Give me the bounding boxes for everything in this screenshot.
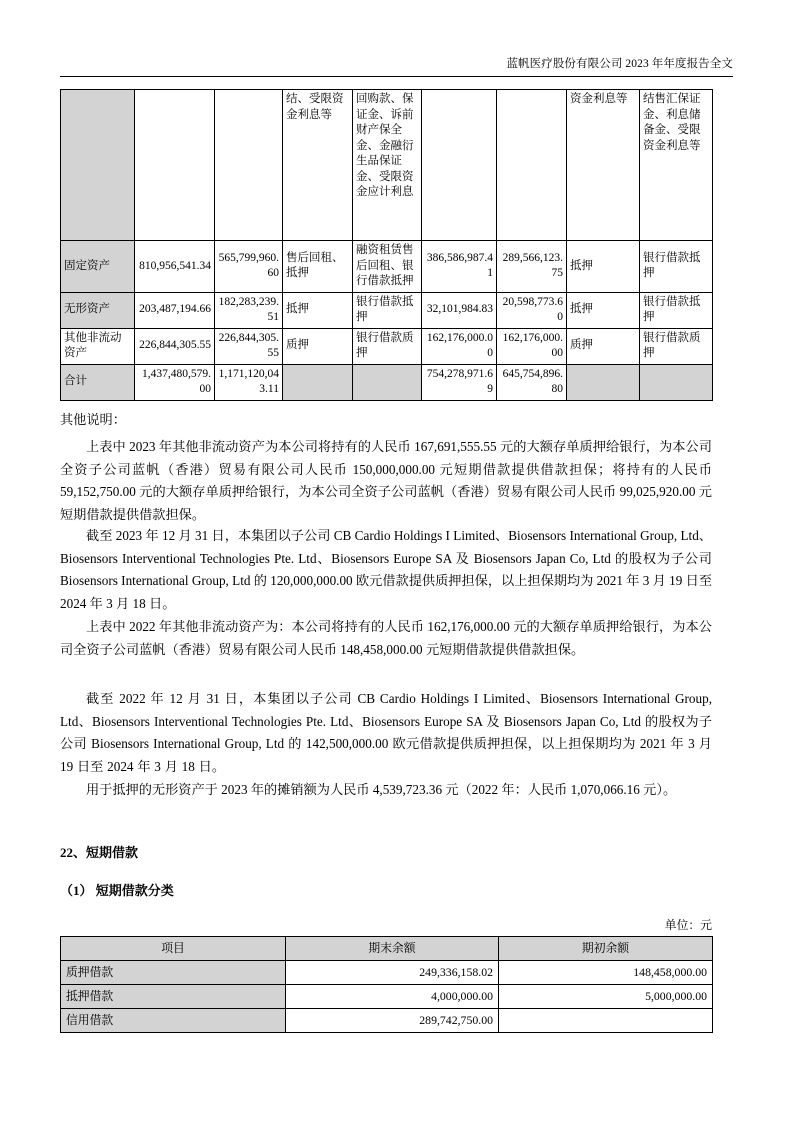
cell-text: 银行借款质押 xyxy=(353,328,422,364)
cell-empty xyxy=(353,364,422,400)
cell-value xyxy=(499,1009,713,1033)
header-cell-4: 结、受限资金利息等 xyxy=(283,90,353,241)
cell-value: 20,598,773.60 xyxy=(497,292,567,328)
cell-value: 645,754,896.80 xyxy=(497,364,567,400)
pledged-assets-table xyxy=(60,89,713,401)
note-paragraph-1: 上表中 2023 年其他非流动资产为本公司将持有的人民币 167,691,555.55 元的大额存单质押给银行，为本公司全资子公司蓝帆（香港）贸易有限公司人民币 150,000,000.00 元短期借款提供借款担保；将持有的人民币 59,152,750.00 元的大额存单质押给银行，为本公司全资子公司蓝帆（香港）贸易有限公司人民币 99,025,920.00 元短期借款提供借款担保。 xyxy=(60,439,712,522)
cell-value: 226,844,305.55 xyxy=(135,328,215,364)
row-label: 抵押借款 xyxy=(61,985,286,1009)
table-row xyxy=(61,1009,713,1033)
section-heading-22: 22、短期借款 xyxy=(60,845,139,860)
cell-text: 银行借款抵押 xyxy=(640,292,713,328)
header-divider xyxy=(60,76,733,77)
note-paragraph-3: 上表中 2022 年其他非流动资产为：本公司将持有的人民币 162,176,000.00 元的大额存单质押给银行，为本公司全资子公司蓝帆（香港）贸易有限公司人民币 148,458,000.00 元短期借款提供借款担保。 xyxy=(60,619,712,657)
row-label: 质押借款 xyxy=(61,961,286,985)
table-row xyxy=(61,328,713,364)
header-cell-6 xyxy=(422,90,497,241)
cell-value: 565,799,960.60 xyxy=(215,241,283,293)
header-cell-5: 回购款、保证金、诉前财产保全金、金融衍生品保证金、受限资金应计利息 xyxy=(353,90,422,241)
table-header-row xyxy=(61,937,713,961)
other-notes-label: 其他说明： xyxy=(60,412,126,427)
cell-value: 1,437,480,579.00 xyxy=(135,364,215,400)
note-paragraph-5: 用于抵押的无形资产于 2023 年的摊销额为人民币 4,539,723.36 元（2022 年：人民币 1,070,066.16 元）。 xyxy=(86,782,677,797)
table-header-row xyxy=(61,90,713,241)
cell-value: 1,171,120,043.11 xyxy=(215,364,283,400)
cell-empty xyxy=(283,364,353,400)
cell-text: 质押 xyxy=(283,328,353,364)
header-cell-item xyxy=(61,90,135,241)
subsection-heading-1: （1） 短期借款分类 xyxy=(60,883,174,898)
cell-value: 182,283,239.51 xyxy=(215,292,283,328)
row-label: 信用借款 xyxy=(61,1009,286,1033)
header-cell-3 xyxy=(215,90,283,241)
cell-empty xyxy=(567,364,640,400)
cell-text: 抵押 xyxy=(567,292,640,328)
cell-text: 售后回租、抵押 xyxy=(283,241,353,293)
cell-text: 银行借款质押 xyxy=(640,328,713,364)
row-label: 无形资产 xyxy=(61,292,135,328)
cell-value: 754,278,971.69 xyxy=(422,364,497,400)
cell-empty xyxy=(640,364,713,400)
cell-text: 质押 xyxy=(567,328,640,364)
header-cell-7 xyxy=(497,90,567,241)
table-row xyxy=(61,241,713,293)
table-row xyxy=(61,985,713,1009)
column-header-beginning-balance: 期初余额 xyxy=(499,937,713,961)
cell-text: 银行借款抵押 xyxy=(353,292,422,328)
cell-value: 5,000,000.00 xyxy=(499,985,713,1009)
column-header-item: 项目 xyxy=(61,937,286,961)
table-row xyxy=(61,292,713,328)
cell-value: 810,956,541.34 xyxy=(135,241,215,293)
cell-text: 抵押 xyxy=(283,292,353,328)
cell-value: 162,176,000.00 xyxy=(422,328,497,364)
cell-value: 148,458,000.00 xyxy=(499,961,713,985)
note-paragraph-4: 截至 2022 年 12 月 31 日，本集团以子公司 CB Cardio Holdings I Limited、Biosensors International Group, Ltd、Biosensors Interventional Technologies Pte. Ltd、Biosensors Europe SA 及 Biosensors Japan Co, Ltd 的股权为子公司 Biosensors International Group, Ltd 的 142,500,000.00 欧元借款提供质押担保，以上担保期均为 2021 年 3 月 19 日至 2024 年 3 月 18 日。 xyxy=(60,691,712,774)
running-header: 蓝帆医疗股份有限公司 2023 年年度报告全文 xyxy=(506,58,733,70)
cell-value: 203,487,194.66 xyxy=(135,292,215,328)
cell-value: 249,336,158.02 xyxy=(286,961,499,985)
cell-value: 162,176,000.00 xyxy=(497,328,567,364)
header-cell-2 xyxy=(135,90,215,241)
row-label: 其他非流动资产 xyxy=(61,328,135,364)
short-term-loans-table xyxy=(60,936,713,1033)
row-label: 固定资产 xyxy=(61,241,135,293)
cell-value: 289,566,123.75 xyxy=(497,241,567,293)
row-label-total: 合计 xyxy=(61,364,135,400)
header-cell-8: 资金利息等 xyxy=(567,90,640,241)
cell-value: 226,844,305.55 xyxy=(215,328,283,364)
cell-text: 抵押 xyxy=(567,241,640,293)
cell-value: 289,742,750.00 xyxy=(286,1009,499,1033)
cell-text: 银行借款抵押 xyxy=(640,241,713,293)
note-paragraph-2: 截至 2023 年 12 月 31 日，本集团以子公司 CB Cardio Holdings I Limited、Biosensors International Group, Ltd、Biosensors Interventional Technologies Pte. Ltd、Biosensors Europe SA 及 Biosensors Japan Co, Ltd 的股权为子公司 Biosensors International Group, Ltd 的 120,000,000.00 欧元借款提供质押担保，以上担保期均为 2021 年 3 月 19 日至 2024 年 3 月 18 日。 xyxy=(60,528,713,611)
header-cell-9: 结售汇保证金、利息储备金、受限资金利息等 xyxy=(640,90,713,241)
cell-value: 4,000,000.00 xyxy=(286,985,499,1009)
column-header-ending-balance: 期末余额 xyxy=(286,937,499,961)
cell-value: 386,586,987.41 xyxy=(422,241,497,293)
cell-text: 融资租赁售后回租、银行借款抵押 xyxy=(353,241,422,293)
unit-label: 单位：元 xyxy=(664,918,712,932)
table-total-row xyxy=(61,364,713,400)
table-row xyxy=(61,961,713,985)
cell-value: 32,101,984.83 xyxy=(422,292,497,328)
